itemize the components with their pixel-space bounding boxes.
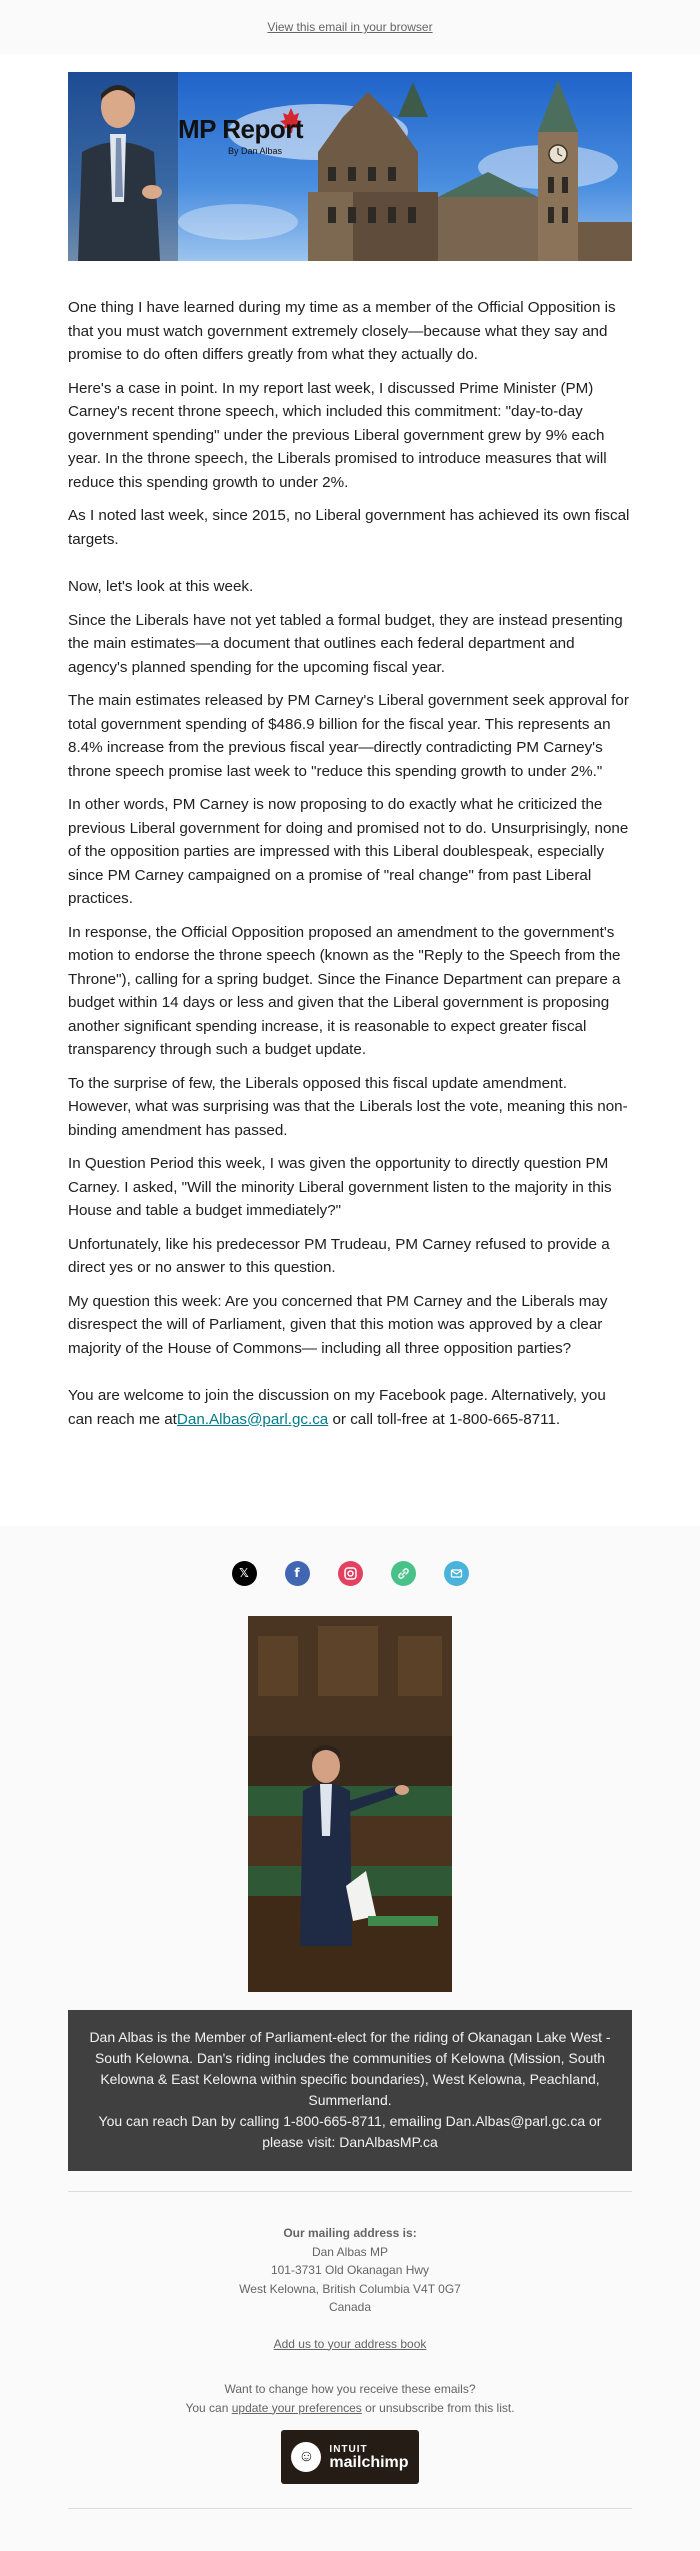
preferences (0, 2380, 700, 2417)
divider (68, 2191, 632, 2192)
paragraph: In Question Period this week, I was given the opportunity to directly question PM Carney. I asked, "Will the minority Liberal government listen to the majority in this House and table a budget immediately?" (68, 1155, 612, 1219)
facebook-icon[interactable]: f (285, 1561, 310, 1586)
mailchimp-name: mailchimp (329, 2453, 409, 2471)
bio-contact: You can reach Dan by calling 1-800-665-8711, emailing Dan.Albas@parl.gc.ca or please visit: DanAlbasMP.ca (98, 2113, 602, 2150)
address-city: West Kelowna, British Columbia V4T 0G7 (239, 2281, 461, 2296)
update-preferences-link[interactable]: update your preferences (231, 2400, 362, 2415)
mailchimp-logo-icon: ☺ (291, 2442, 321, 2472)
paragraph: Since the Liberals have not yet tabled a formal budget, they are instead presenting the main estimates—a document that outlines each federal department and agency's planned spending for the upcoming fiscal year. (68, 611, 623, 676)
view-in-browser-link[interactable]: View this email in your browser (267, 20, 433, 34)
paragraph: In other words, PM Carney is now proposing to do exactly what he criticized the previous Liberal government for doing and promised not to do. Unsurprisingly, none of the opposition parties are impressed with this Liberal doublespeak, especially since PM Carney campaigned on a promise of "real change" from past Liberal practices. (68, 796, 629, 907)
house-of-commons-photo (248, 1616, 452, 1992)
paragraph: Now, let's look at this week. (68, 578, 254, 595)
banner-image (68, 72, 632, 261)
closing-paragraph (68, 1384, 632, 1431)
banner-title: MP Report (178, 114, 304, 144)
email-link[interactable]: Dan.Albas@parl.gc.ca (176, 1410, 329, 1428)
paragraph: Unfortunately, like his predecessor PM Trudeau, PM Carney refused to provide a direct yes or no answer to this question. (68, 1235, 610, 1276)
photo-container (0, 1616, 700, 1992)
paragraph: Here's a case in point. In my report last week, I discussed Prime Minister (PM) Carney's recent throne speech, which included this commitment: "day-to-day government spending" under the previous Liberal government grew by 9% each year. In the throne speech, the Liberals promised to introduce measures that will reduce this spending growth to under 2%. (68, 379, 607, 491)
address-name: Dan Albas MP (311, 2244, 389, 2259)
banner-brand (178, 114, 303, 156)
add-to-address-book-link[interactable]: Add us to your address book (273, 2336, 427, 2351)
mailing-address (0, 2224, 700, 2353)
bio-text: Dan Albas is the Member of Parliament-elect for the riding of Okanagan Lake West - South Kelowna. Dan's riding includes the communities of Kelowna (Mission, South Kelowna & East Kelowna within specific boundaries), West Kelowna, Peachland, Summerland. (89, 2029, 611, 2108)
paragraph: My question this week: Are you concerned that PM Carney and the Liberals may disrespect the will of Parliament, given that this motion was approved by a clear majority of the House of Commons— including all three opposition parties? (68, 1292, 608, 1357)
paragraph: To the surprise of few, the Liberals opposed this fiscal update amendment. However, what was surprising was that the Liberals lost the vote, meaning this non-binding amendment has passed. (68, 1074, 628, 1139)
bio-box (68, 2010, 632, 2171)
prefs-text: You can (185, 2400, 232, 2415)
article-content (68, 296, 632, 1441)
mailchimp-intuit: INTUIT (329, 2443, 368, 2455)
email-body (0, 54, 700, 1526)
paragraph: The main estimates released by PM Carney's Liberal government seek approval for total government spending of $486.9 billion for the fiscal year. This represents an 8.4% increase from the previous fiscal year—directly contradicting PM Carney's throne speech promise last week to "reduce this spending growth to under 2%." (68, 692, 629, 780)
preheader (0, 0, 700, 54)
mailchimp-badge-wrap (0, 2430, 700, 2484)
x-icon[interactable]: 𝕏 (232, 1561, 257, 1586)
divider (68, 2508, 632, 2509)
parliament-banner-graphic (68, 72, 632, 261)
social-links (0, 1526, 700, 1616)
closing-text-end: or call toll-free at 1-800-665-8711. (328, 1410, 561, 1428)
paragraph: As I noted last week, since 2015, no Liberal government has achieved its own fiscal targets. (68, 507, 630, 548)
link-icon[interactable] (391, 1561, 416, 1586)
mailchimp-badge[interactable] (281, 2430, 419, 2484)
change-question: Want to change how you receive these emails? (224, 2382, 476, 2396)
banner-subtitle: By Dan Albas (228, 146, 283, 156)
mailing-heading: Our mailing address is: (283, 2226, 417, 2240)
closing-text: You are welcome to join the discussion on my Facebook page. Alternatively, you can reach me at (68, 1387, 606, 1428)
unsubscribe-text: or unsubscribe from this list. (361, 2400, 515, 2415)
paragraph: One thing I have learned during my time as a member of the Official Opposition is that you must watch government extremely closely—because what they say and promise to do often differs greatly from what they actually do. (68, 299, 616, 363)
instagram-icon[interactable] (338, 1561, 363, 1586)
address-street: 101-3731 Old Okanagan Hwy (270, 2263, 430, 2277)
email-icon[interactable] (444, 1561, 469, 1586)
address-country: Canada (328, 2300, 372, 2314)
paragraph: In response, the Official Opposition proposed an amendment to the government's motion to endorse the throne speech (known as the "Reply to the Speech from the Throne"), calling for a spring budget. Since the Finance Department can prepare a budget within 14 days or less and given that the Liberal government is proposing another significant spending increase, it is reasonable to expect greater fiscal transparency through such a budget update. (68, 923, 621, 1058)
